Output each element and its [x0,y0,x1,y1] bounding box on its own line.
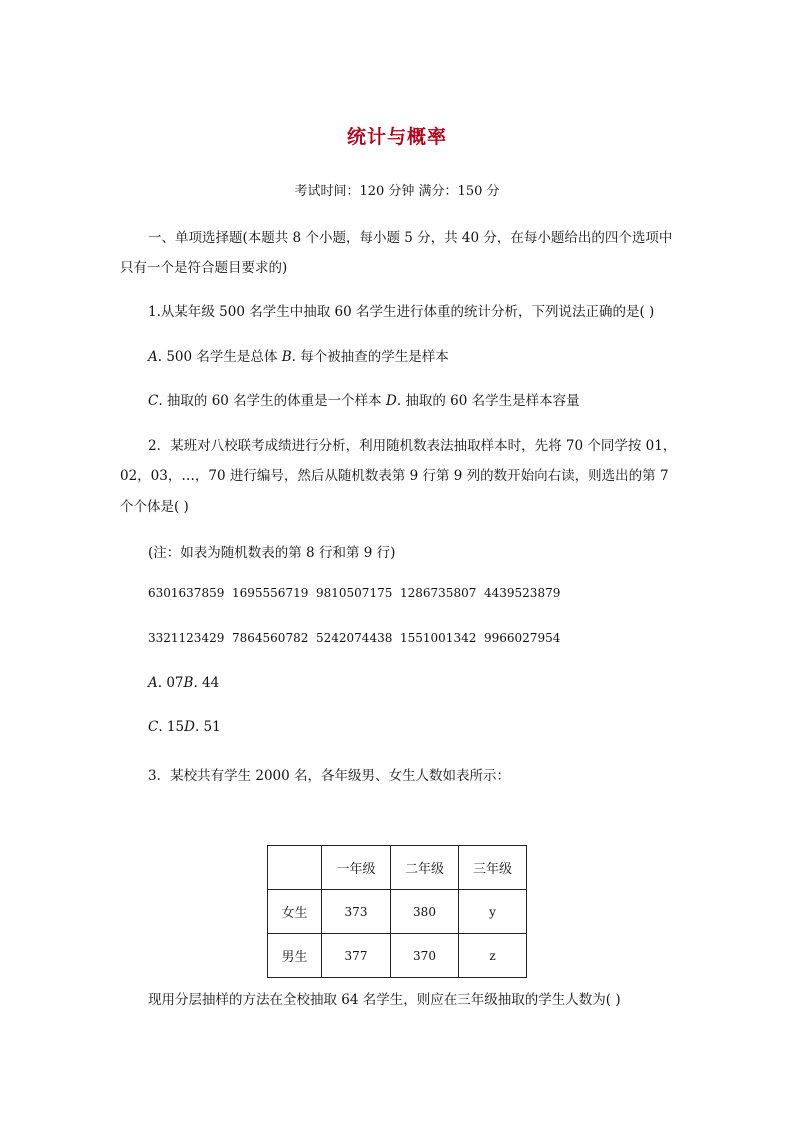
table-row-label: 男生 [268,934,322,978]
q2-option-c-text: . 15 [158,719,185,735]
q2-line2: 02，03，…，70 进行编号，然后从随机数表第 9 行第 9 列的数开始向右读，则选出的第 7 [120,468,669,484]
table-header-cell: 一年级 [322,846,391,890]
q2-option-a-label: A [148,675,158,691]
row9-group: 9966027954 [484,631,561,645]
q2-option-b-text: . 44 [193,675,220,691]
q1-option-d-label: D [385,393,397,409]
q2-option-a-text: . 07 [157,675,184,691]
q1-options-ab [148,345,449,365]
section-heading-line1: 一、单项选择题(本题共 8 个小题，每小题 5 分，共 40 分，在每小题给出的四个选项中 [148,230,673,246]
q1-stem: 1.从某年级 500 名学生中抽取 60 名学生进行体重的统计分析，下列说法正确的是( ) [148,304,655,320]
table-cell: 370 [391,934,459,978]
q1-options-cd [148,389,580,409]
q2-line1: 2．某班对八校联考成绩进行分析，利用随机数表法抽取样本时，先将 70 个同学按 01， [148,438,677,454]
q1-option-c-text: . 抽取的 60 名学生的体重是一个样本 [158,393,386,409]
q2-options-ab [148,675,219,691]
table-cell: 373 [322,890,391,934]
row8-group: 1286735807 [400,586,477,600]
row9-group: 3321123429 [148,631,225,645]
section-heading-line2: 只有一个是符合题目要求的) [120,260,288,276]
exam-info: 考试时间：120 分钟 满分：150 分 [294,184,500,199]
q2-note: (注：如表为随机数表的第 8 行和第 9 行) [148,545,396,561]
q2-option-b-label: B [183,675,194,691]
row8-group: 1695556719 [232,586,309,600]
table-header-cell: 三年级 [459,846,527,890]
table-cell: y [459,890,527,934]
q1-option-a-label: A [148,349,158,365]
table-cell: 377 [322,934,391,978]
row9-group: 1551001342 [400,631,477,645]
table-header-cell [268,846,322,890]
q2-line3: 个个体是( ) [120,499,189,515]
q3-stem: 3．某校共有学生 2000 名，各年级男、女生人数如表所示： [148,768,511,784]
table-row [268,934,527,978]
q1-option-a-text: . 500 名学生是总体 [157,349,282,365]
table-row-label: 女生 [268,890,322,934]
q3-followup: 现用分层抽样的方法在全校抽取 64 名学生，则应在三年级抽取的学生人数为( ) [148,992,621,1008]
grade-gender-table [267,845,527,978]
q2-option-d-text: . 51 [194,719,221,735]
table-cell: 380 [391,890,459,934]
q1-option-d-text: . 抽取的 60 名学生是样本容量 [396,393,580,409]
row9-group: 5242074438 [316,631,393,645]
document-title: 统计与概率 [346,126,447,148]
row8-group: 4439523879 [484,586,561,600]
table-header-row [268,846,527,890]
q2-option-c-label: C [148,719,159,735]
q1-option-c-label: C [148,393,159,409]
q1-option-b-text: . 每个被抽查的学生是样本 [291,349,449,365]
table-cell: z [459,934,527,978]
q2-option-d-label: D [184,719,195,735]
table-header-cell: 二年级 [391,846,459,890]
row8-group: 9810507175 [316,586,393,600]
row8-group: 6301637859 [148,586,225,600]
q1-option-b-label: B [281,349,292,365]
table-row [268,890,527,934]
q2-options-cd [148,719,221,735]
row9-group: 7864560782 [232,631,309,645]
